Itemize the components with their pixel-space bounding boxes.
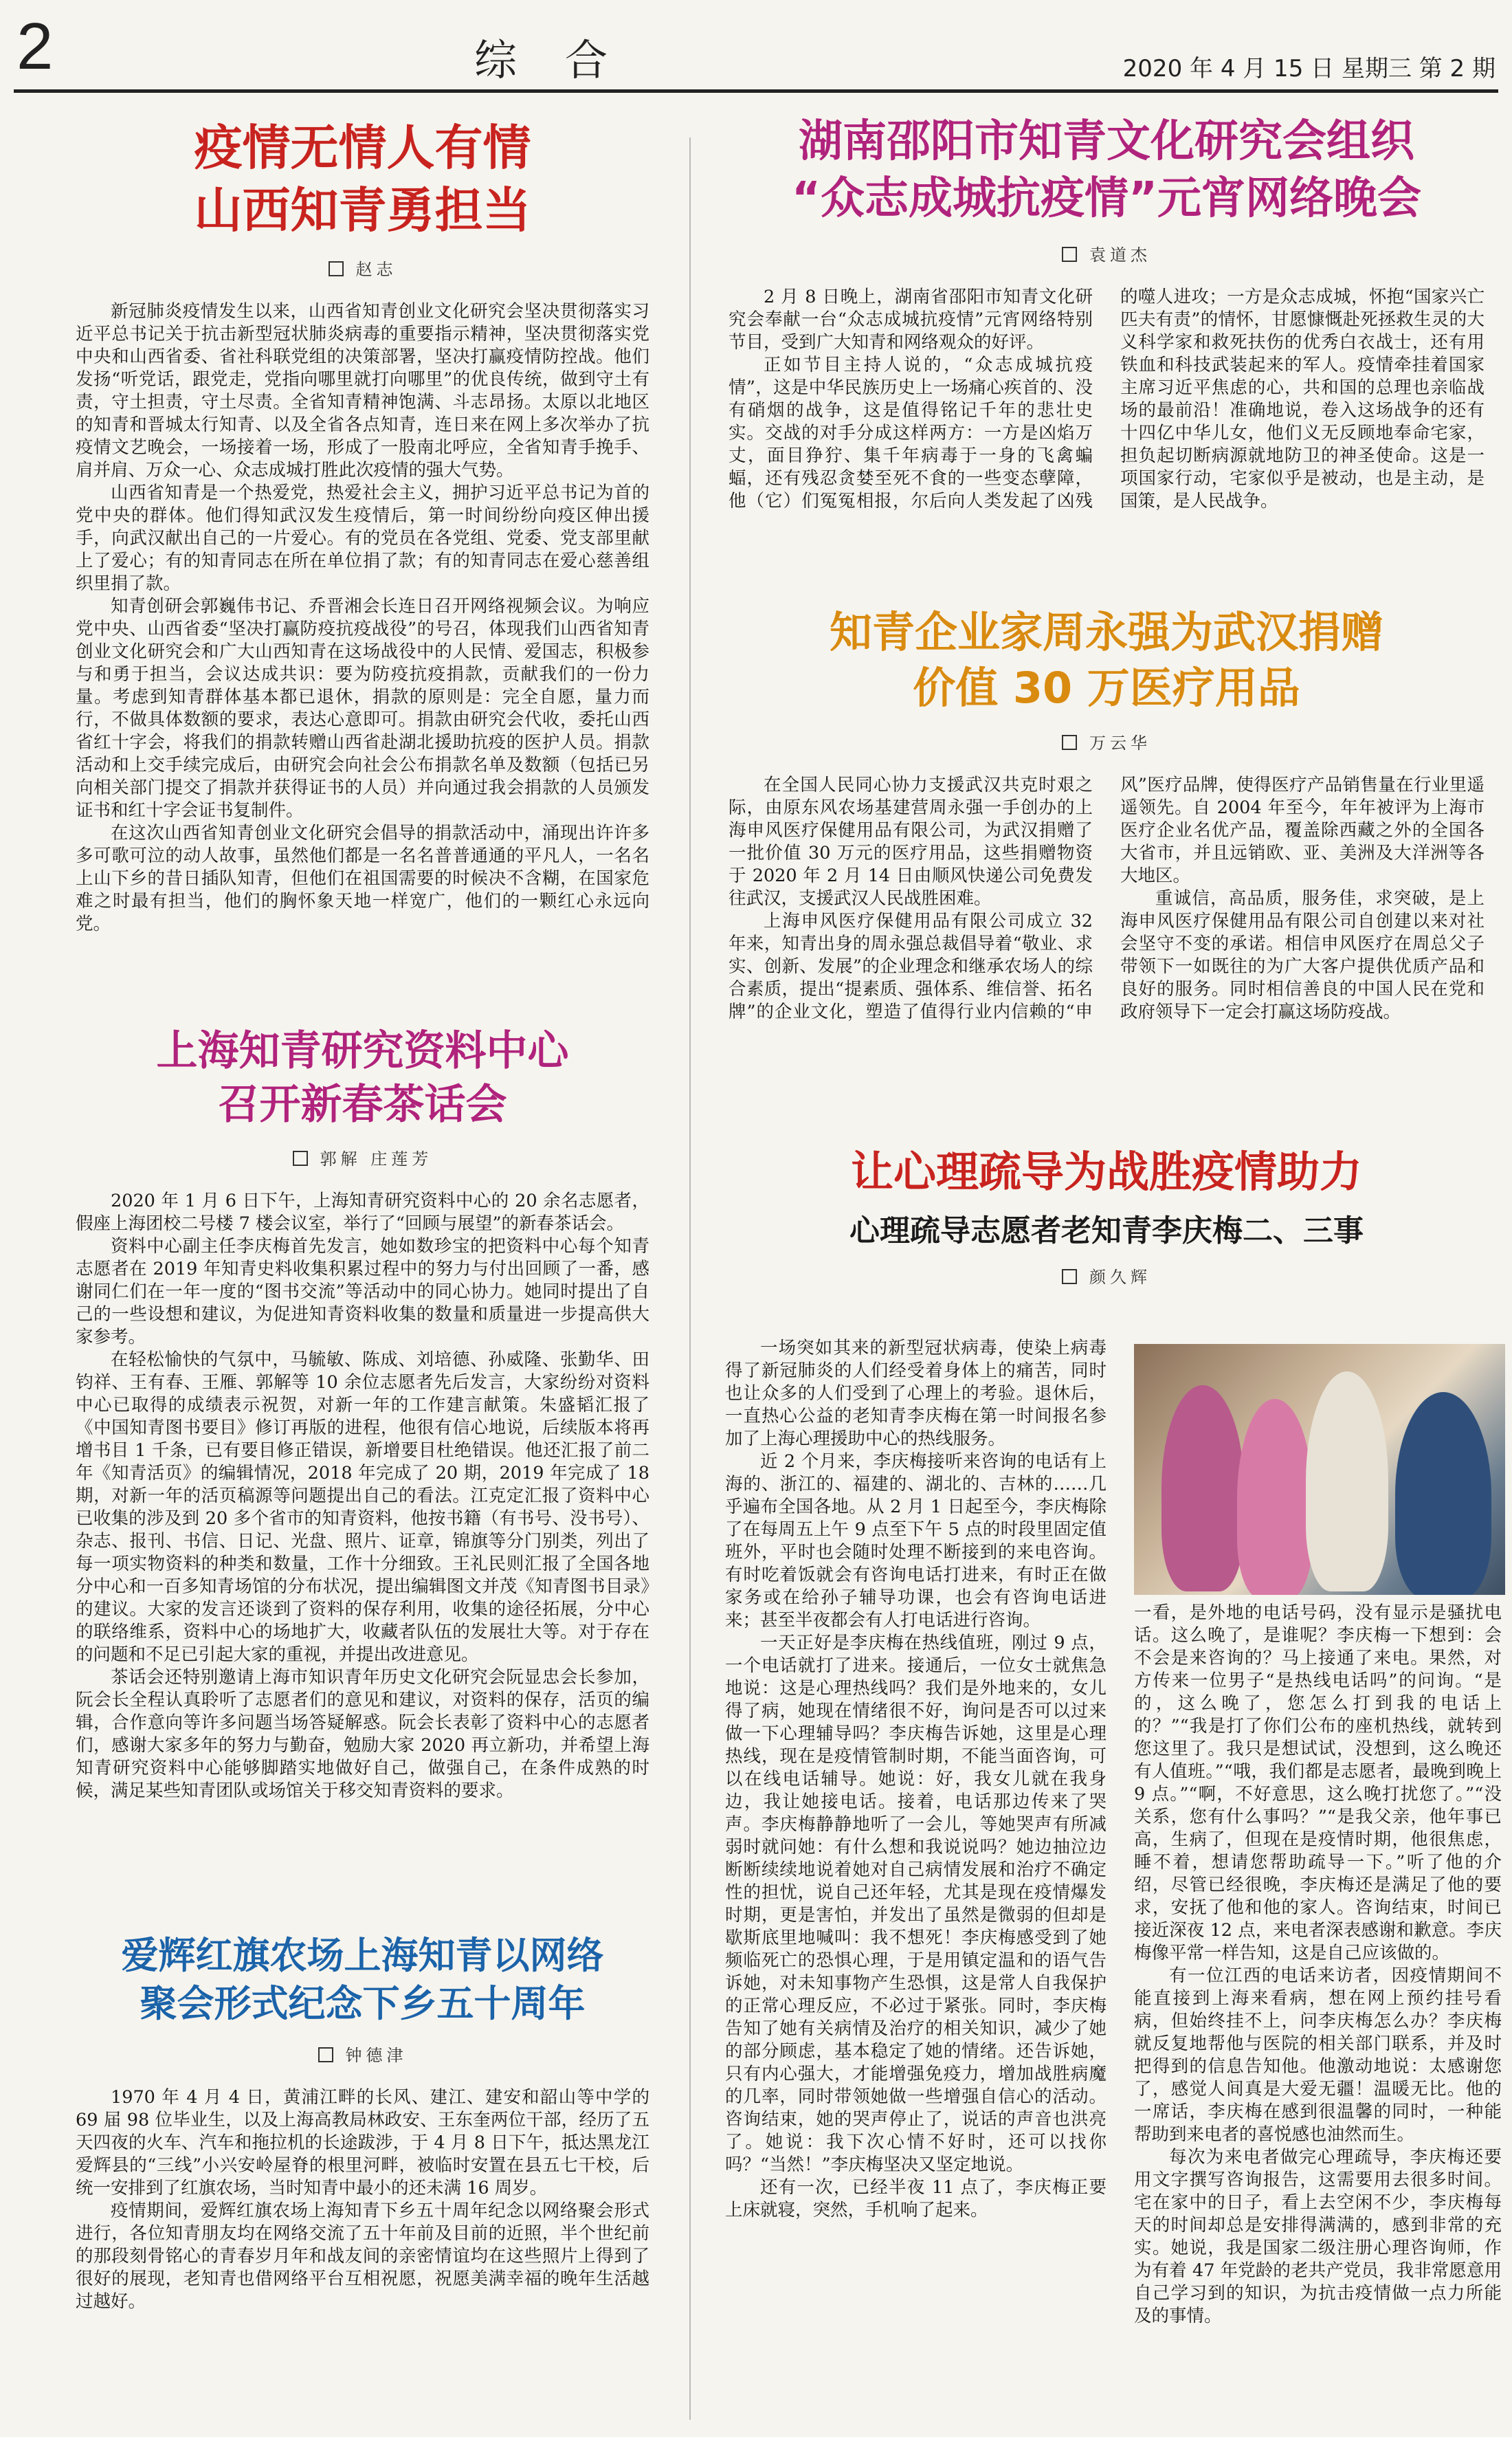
photo-figure (1395, 1392, 1491, 1595)
article-title (715, 605, 1498, 716)
paragraph: 一看，是外地的电话号码，没有显示是骚扰电话。这么晚了，是谁呢？李庆梅一下想到：会不会是来咨询的？马上接通了来电。果然，对方传来一位男子“是热线电话吗”的问询。“是的，这么晚了，您怎么打到我的电话上的？”“我是打了你们公布的座机热线，就转到您这里了。我只是想试试，没想到，这么晚还有人值班。”“哦，我们都是志愿者，最晚到晚上 9 点。”“啊，不好意思，这么晚打扰您了。”“没关系，您有什么事吗？”“是我父亲，他年事已高，生病了，但现在是疫情时期，他很焦虑，睡不着，想请您帮助疏导一下。”听了他的介绍，尽管已经很晚，李庆梅还是满足了他的要求，安抚了他和他的家人。咨询结束，时间已接近深夜 12 点，来电者深表感谢和歉意。李庆梅像平常一样告知，这是自己应该做的。 (1134, 1602, 1502, 1963)
title-line: 爱辉红旗农场上海知青以网络 (121, 1934, 604, 1977)
article-title (715, 1145, 1498, 1200)
article-body (76, 2086, 649, 2313)
title-line: 湖南邵阳市知青文化研究会组织 (799, 116, 1414, 167)
byline-box (318, 2047, 333, 2062)
title-line: 山西知青勇担当 (194, 182, 531, 239)
paragraph: 山西省知青是一个热爱党，热爱社会主义，拥护习近平总书记为首的党中央的群体。他们得知武汉发生疫情后，第一时间纷纷向疫区伸出援手，向武汉献出自己的一片爱心。有的党员在各党组、党委、党支部里献上了爱心；有的知青同志在所在单位捐了款；有的知青同志在爱心慈善组织里捐了款。 (76, 483, 649, 594)
title-line: 让心理疏导为战胜疫情助力 (850, 1147, 1362, 1197)
byline (76, 1145, 649, 1169)
paragraph: 在轻松愉快的气氛中，马毓敏、陈成、刘培德、孙威隆、张勤华、田钧祥、王有春、王雁、郭解等 10 余位志愿者先后发言，大家纷纷对资料中心已取得的成绩表示祝贺，对新一年的工作建言献策。朱盛韬汇报了《中国知青图书要目》修订再版的进程，他很有信心地说，后续版本将再增书目 1 千条，已有要目修正错误，新增要目杜绝错误。他还汇报了前二年《知青活页》的编辑情况，2018 年完成了 20 期，2019 年完成了 18 期，对新一年的活页稿源等问题提出自己的看法。江克定汇报了资料中心已收集的涉及到 20 多个省市的知青资料，他按书籍（有书号、没书号）、杂志、报刊、书信、日记、光盘、照片、证章，锦旗等分门别类，列出了每一项实物资料的种类和数量，工作十分细致。王礼民则汇报了全国各地分中心和一百多知青场馆的分布状况，提出编辑图文并茂《知青图书目录》的建议。大家的发言还谈到了资料的保存利用，收集的途径拓展，分中心的联络维系，资料中心的场地扩大，收藏者队伍的发展壮大等。对于存在的问题和不足已引起大家的重视，并提出改进意见。 (76, 1349, 649, 1665)
article-aihui (76, 1932, 649, 2313)
paragraph: 每次为来电者做完心理疏导，李庆梅还要用文字撰写咨询报告，这需要用去很多时间。宅在家中的日子，看上去空闲不少，李庆梅每天的时间却总是安排得满满的，感到非常的充实。她说，我是国家二级注册心理咨询师，作为有着 47 年党龄的老共产党员，我非常愿意用自己学习到的知识，为抗击疫情做一点力所能及的事情。 (1134, 2147, 1502, 2326)
title-line: 知青企业家周永强为武汉捐赠 (829, 607, 1383, 657)
article-title (76, 117, 649, 242)
paragraph: 一场突如其来的新型冠状病毒，使染上病毒得了新冠肺炎的人们经受着身体上的痛苦，同时也让众多的人们受到了心理上的考验。退休后，一直热心公益的老知青李庆梅在第一时间报名参加了上海心理援助中心的热线服务。 (725, 1338, 1107, 1449)
byline-box (293, 1151, 308, 1166)
paragraph: 重诚信，高品质，服务佳，求突破，是上海申风医疗保健用品有限公司自创建以来对社会坚守不变的承诺。相信申风医疗在周总父子带领下一如既往的为广大客户提供优质产品和良好的服务。同时相信善良的中国人民在党和政府领导下一定会打赢这场防疫战。 (1120, 888, 1485, 1023)
article-title (76, 1932, 649, 2028)
byline (715, 241, 1498, 265)
byline-box (1062, 735, 1077, 750)
photo-figure (1237, 1399, 1313, 1595)
section-title: 综合 (474, 35, 656, 85)
article-zhouyongqiang (715, 605, 1498, 1024)
title-line: 召开新春茶话会 (218, 1081, 507, 1129)
paragraph: 2 月 8 日晚上，湖南省邵阳市知青文化研究会奉献一台“众志成城抗疫情”元宵网络特别节目，受到广大知青和网络观众的好评。 (729, 287, 1093, 353)
byline (715, 1264, 1498, 1288)
title-line: 疫情无情人有情 (194, 120, 531, 176)
article-psychology (715, 1145, 1498, 1308)
article-psychology-right-column (1134, 1602, 1502, 2328)
photo-figure (1306, 1371, 1388, 1591)
article-title (76, 1024, 649, 1132)
volunteers-photo (1134, 1344, 1505, 1595)
byline-box (329, 261, 344, 276)
title-line: 上海知青研究资料中心 (156, 1027, 569, 1075)
paragraph: 近 2 个月来，李庆梅接听来咨询的电话有上海的、浙江的、福建的、湖北的、吉林的……几乎遍布全国各地。从 2 月 1 日起至今，李庆梅除了在每周五上午 9 点至下午 5 点的时段里固定值班外，平时也会随时处理不断接到的来电咨询。有时吃着饭就会有咨询电话打进来，有时正在做家务或在给孙子辅导功课，也会有咨询电话进来；甚至半夜都会有人打电话进行咨询。 (725, 1451, 1107, 1631)
byline-box (1062, 247, 1077, 262)
paragraph: 新冠肺炎疫情发生以来，山西省知青创业文化研究会坚决贯彻落实习近平总书记关于抗击新型冠状肺炎病毒的重要指示精神，坚决贯彻落实党中央和山西省委、省社科联党组的决策部署，坚决打赢疫情防控战。他们发扬“听党话，跟党走，党指向哪里就打向哪里”的优良传统，做到守土有责，守土担责，守土尽责。全省知青精神饱满、斗志昂扬。太原以北地区的知青和晋城太行知青、以及全省各点知青，连日来在网上多次举办了抗疫情文艺晚会，一场接着一场，形成了一股南北呼应，全省知青手挽手、肩并肩、万众一心、众志成城打胜此次疫情的强大气势。 (76, 301, 649, 481)
paragraph: 资料中心副主任李庆梅首先发言，她如数珍宝的把资料中心每个知青志愿者在 2019 年知青史料收集积累过程中的努力与付出回顾了一番，感谢同仁们在一年一度的“图书交流”等活动中的同心协力。她同时提出了自己的一些设想和建议，为促进知青资料收集的数量和质量进一步提高供大家参考。 (76, 1236, 649, 1347)
paragraph: 在这次山西省知青创业文化研究会倡导的捐款活动中，涌现出许许多多可歌可泣的动人故事，虽然他们都是一名名普普通通的平凡人，一名名上山下乡的昔日插队知青，但他们在祖国需要的时候决不含糊，在国家危难之时最有担当，他们的胸怀象天地一样宽广，他们的一颗红心永远向党。 (76, 823, 649, 934)
title-line: 价值 30 万医疗用品 (913, 662, 1300, 713)
byline (76, 2042, 649, 2066)
title-line: “众志成城抗疫情”元宵网络晚会 (791, 173, 1422, 225)
article-body (76, 1190, 649, 1802)
article-shaoyang (715, 113, 1498, 513)
paragraph: 一天正好是李庆梅在热线值班，刚过 9 点，一个电话就打了进来。接通后，一位女士就焦急地说：这是心理热线吗？我们是外地来的，女儿得了病，她现在情绪很不好，询问是否可以过来做一下心理辅导吗？李庆梅告诉她，这里是心理热线，现在是疫情管制时期，不能当面咨询，可以在线电话辅导。她说：好，我女儿就在我身边，我让她接电话。接着，电话那边传来了哭声。李庆梅静静地听了一会儿，等她哭声有所减弱时就问她：有什么想和我说说吗？她边抽泣边断断续续地说着她对自己病情发展和治疗不确定性的担忧，说自己还年轻，尤其是现在疫情爆发时期，更是害怕，并发出了虽然是微弱的但却是歇斯底里地喊叫：我不想死！李庆梅感受到了她频临死亡的恐惧心理，于是用镇定温和的语气告诉她，对未知事物产生恐惧，这是常人自我保护的正常心理反应，不必过于紧张。同时，李庆梅告知了她有关病情及治疗的相关知识，减少了她的部分顾虑，基本稳定了她的情绪。还告诉她，只有内心强大，才能增强免疫力，增加战胜病魔的几率，同时带领她做一些增强自信心的活动。咨询结束，她的哭声停止了，说话的声音也洪亮了。她说：我下次心情不好时，还可以找你吗？“当然！”李庆梅坚决又坚定地说。 (725, 1633, 1107, 2175)
paragraph: 还有一次，已经半夜 11 点了，李庆梅正要上床就寝，突然，手机响了起来。 (725, 2177, 1107, 2220)
author: 郭解 庄莲芳 (320, 1149, 433, 1169)
author: 赵志 (355, 260, 397, 279)
masthead-rule (14, 89, 1498, 93)
byline (76, 256, 649, 280)
title-line: 聚会形式纪念下乡五十周年 (140, 1982, 586, 2026)
paragraph: 上海申风医疗保健用品有限公司成立 32 年来，知青出身的周永强总裁倡导着“敬业、求实、创新、发展”的企业理念和继承农场人的综合素质，提出“提素质、强体系、维信誉、拓名牌”的企业文化，塑造了值得行业内信赖的“申风”医疗品牌，使得医疗产品销售量在行业里遥遥领先。自 2004 年至今，年年被评为上海市医疗企业名优产品，覆盖除西藏之外的全国各大省市，并且远销欧、亚、美洲及大洋洲等各大地区。 (729, 775, 1485, 1023)
byline (715, 729, 1498, 753)
paragraph: 疫情期间，爱辉红旗农场上海知青下乡五十周年纪念以网络聚会形式进行，各位知青朋友均在网络交流了五十年前及目前的近照，半个世纪前的那段刻骨铭心的青春岁月年和战友间的亲密情谊均在这些照片上得到了很好的展现，老知青也借网络平台互相祝愿，祝愿美满幸福的晚年生活越过越好。 (76, 2201, 649, 2313)
paragraph: 茶话会还特别邀请上海市知识青年历史文化研究会阮显忠会长参加，阮会长全程认真聆听了志愿者们的意见和建议，对资料的保存，活页的编辑，合作意向等许多问题当场答疑解惑。阮会长表彰了资料中心的志愿者们，感谢大家多年的努力与勤奋，勉励大家 2020 再立新功，并希望上海知青研究资料中心能够脚踏实地做好自己，做强自己，在条件成熟的时候，满足某些知青团队或场馆关于移交知青资料的要求。 (76, 1667, 649, 1801)
paragraph: 在全国人民同心协力支援武汉共克时艰之际，由原东风农场基建营周永强一手创办的上海申风医疗保健用品有限公司，为武汉捐赠了一批价值 30 万元的医疗用品，这些捐赠物资于 2020 年 2 月 14 日由顺风快递公司免费发往武汉，支援武汉人民战胜困难。 (729, 775, 1093, 909)
paragraph: 知青创研会郭巍伟书记、乔晋湘会长连日召开网络视频会议。为响应党中央、山西省委“坚决打赢防疫抗疫战役”的号召，体现我们山西省知青创业文化研究会和广大山西知青在这场战役中的人民情、爱国志，积极参与和勇于担当，会议达成共识：要为防疫抗疫捐款，贡献我们的一份力量。考虑到知青群体基本都已退休，捐款的原则是：完全自愿，量力而行，不做具体数额的要求，表达心意即可。捐款由研究会代收，委托山西省红十字会，将我们的捐款转赠山西省赴湖北援助抗疫的医护人员。捐款活动和上交手续完成后，由研究会向社会公布捐款名单及数额（包括已另向相关部门提交了捐款并获得证书的人员）并向通过我会捐款的人员颁发证书和红十字会证书复制件。 (76, 596, 649, 821)
paragraph: 2020 年 1 月 6 日下午，上海知青研究资料中心的 20 余名志愿者，假座上海团校二号楼 7 楼会议室，举行了“回顾与展望”的新春茶话会。 (76, 1191, 649, 1234)
paragraph: 正如节目主持人说的，“众志成城抗疫情”，这是中华民族历史上一场痛心疾首的、没有硝烟的战争，这是值得铭记千年的悲壮史实。交战的对手分成这样两方：一方是凶焰万丈，面目狰狞、集千年病毒于一身的飞禽蝙蝠，还有残忍贪婪至死不食的一些变态孽障，他（它）们冤冤相报，尔后向人类发起了凶残的噬人进攻；一方是众志成城，怀抱“国家兴亡匹夫有责”的情怀，甘愿慷慨赴死拯救生灵的大义科学家和救死扶伤的优秀白衣战士，还有用铁血和科技武装起来的军人。疫情牵挂着国家主席习近平焦虑的心，共和国的总理也亲临战场的最前沿！准确地说，卷入这场战争的还有十四亿中华儿女，他们义无反顾地奉命宅家，担负起切断病源就地防卫的神圣使命。这是一项国家行动，宅家似乎是被动，也是主动，是国策，是人民战争。 (729, 287, 1485, 512)
article-body (76, 300, 649, 936)
photo-figure (1161, 1385, 1244, 1591)
author: 颜久辉 (1089, 1267, 1151, 1287)
byline-box (1062, 1269, 1077, 1284)
masthead (0, 0, 1512, 96)
article-psychology-left-column (725, 1337, 1107, 2222)
article-shanghai-tea (76, 1024, 649, 1802)
page-number: 2 (16, 10, 54, 83)
author: 万云华 (1089, 734, 1151, 753)
dateline: 2020 年 4 月 15 日 星期三 第 2 期 (1122, 55, 1496, 82)
article-body (715, 286, 1498, 513)
article-body (715, 774, 1498, 1024)
article-title (715, 113, 1498, 228)
paragraph: 有一位江西的电话来访者，因疫情期间不能直接到上海来看病，想在网上预约挂号看病，但始终挂不上，问李庆梅怎么办？李庆梅就反复地帮他与医院的相关部门联系，并及时把得到的信息告知他。他激动地说：太感谢您了，感觉人间真是大爱无疆！温暖无比。他的一席话，李庆梅在感到很温馨的同时，一种能帮助到来电者的喜悦感也油然而生。 (1134, 1965, 1502, 2145)
author: 钟德津 (345, 2046, 408, 2066)
paragraph: 1970 年 4 月 4 日，黄浦江畔的长风、建江、建安和韶山等中学的 69 届 98 位毕业生，以及上海高教局林政安、王东奎两位干部，经历了五天四夜的火车、汽车和拖拉机的长途跋涉，于 4 月 8 日下午，抵达黑龙江爱辉县的“三线”小兴安岭屋脊的根里河畔，被临时安置在县五七干校，后统一安排到了红旗农场，当时知青中最小的还未满 16 周岁。 (76, 2087, 649, 2199)
article-subtitle: 心理疏导志愿者老知青李庆梅二、三事 (849, 1213, 1364, 1248)
author: 袁道杰 (1089, 245, 1151, 265)
column-divider (689, 137, 691, 2420)
article-shanxi (76, 117, 649, 936)
